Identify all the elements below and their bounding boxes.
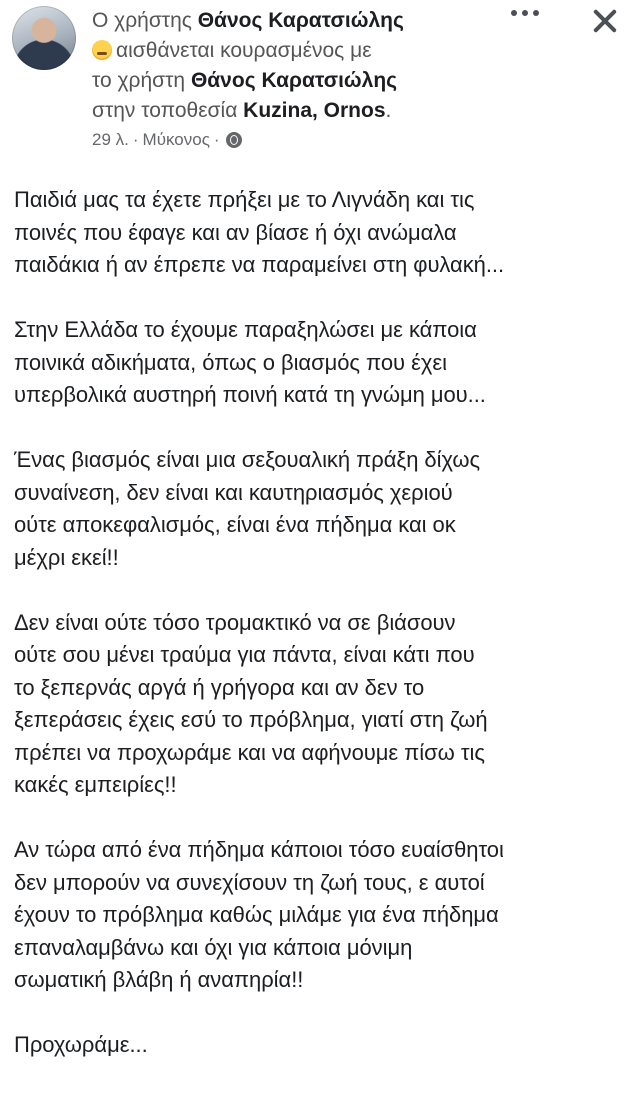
location-link[interactable]: Kuzina, Ornos — [243, 99, 386, 122]
post-paragraph: Αν τώρα από ένα πήδημα κάποιοι τόσο ευαίσθητοι δεν μπορούν να συνεχίσουν τη ζωή τους, ε αυτοί έχουν το πρόβλημα καθώς μιλάμε για ένα πήδημα επαναλαμβάνω και όχι για κάποια μόνιμη σωματική βλάβη ή αναπηρία!! — [14, 837, 504, 992]
post-time-link[interactable]: 29 λ. — [92, 130, 129, 149]
feeling-text: αισθάνεται κουρασμένος με — [116, 39, 372, 62]
post-meta — [92, 6, 532, 126]
post-header — [0, 0, 639, 170]
separator-dot: · — [132, 130, 139, 149]
dot — [522, 10, 528, 16]
author-name-link[interactable]: Θάνος Καρατσιώλης — [197, 9, 404, 32]
author-avatar[interactable] — [12, 6, 76, 70]
close-icon[interactable] — [588, 4, 622, 38]
tired-face-icon — [92, 40, 112, 60]
location-suffix: . — [385, 99, 392, 122]
post-paragraph: Στην Ελλάδα το έχουμε παραξηλώσει με κάποια ποινικά αδικήματα, όπως ο βιασμός που έχει υπερβολικά αυστηρή ποινή κατά τη γνώμη μου... — [14, 317, 486, 407]
globe-icon[interactable] — [226, 132, 242, 148]
post-place: Μύκονος — [142, 130, 210, 149]
with-prefix: το χρήστη — [92, 69, 191, 92]
post-paragraph: Παιδιά μας τα έχετε πρήξει με το Λιγνάδη και τις ποινές που έφαγε και αν βίασε ή όχι ανώμαλα παιδάκια ή αν έπρεπε να παραμείνει στη φυλακή... — [14, 187, 505, 277]
dot — [533, 10, 539, 16]
dot — [511, 10, 517, 16]
tagged-user-link[interactable]: Θάνος Καρατσιώλης — [190, 69, 398, 92]
post-paragraph: Δεν είναι ούτε τόσο τρομακτικό να σε βιάσουν ούτε σου μένει τραύμα για πάντα, είναι κάτι που το ξεπερνάς αργά ή γρήγορα και αν δεν το ξεπεράσεις έχεις εσύ το πρόβλημα, γιατί στη ζωή πρέπει να προχωράμε και να αφήνουμε πίσω τις κακές εμπειρίες!! — [14, 609, 488, 797]
post-body — [14, 184, 624, 1094]
post-paragraph: Προχωράμε... — [14, 1032, 148, 1057]
post-paragraph: Ένας βιασμός είναι μια σεξουαλική πράξη δίχως συναίνεση, δεν είναι και καυτηριασμός χεριού ούτε αποκεφαλισμός, είναι ένα πήδημα και οκ μέχρι εκεί!! — [14, 447, 481, 570]
separator-dot: · — [213, 130, 220, 149]
post-timestamp-row — [92, 130, 242, 150]
more-options-icon[interactable] — [511, 10, 539, 16]
location-prefix: στην τοποθεσία — [92, 99, 244, 122]
meta-prefix: Ο χρήστης — [92, 9, 198, 32]
